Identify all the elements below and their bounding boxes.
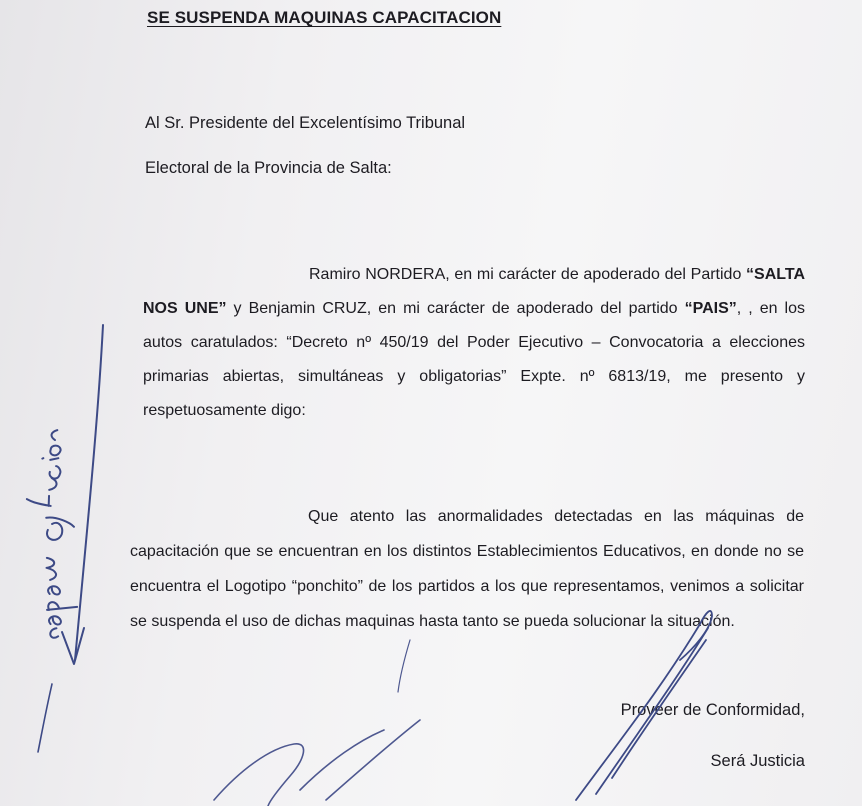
party-pais: “PAIS”: [684, 300, 737, 317]
para1-text-a: Ramiro NORDERA, en mi carácter de apoderado del Partido: [309, 266, 747, 283]
signature-scribble: [576, 611, 712, 800]
para1-text-b: y Benjamin CRUZ, en mi carácter de apoderado del partido: [226, 300, 685, 317]
para1-text-c: , , en los autos caratulados: “Decreto nº 450/19 del Poder Ejecutivo – Convocatoria a elecciones primarias abiertas, simultáneas y obligatorias” Expte. nº 6813/19, me presento y respetuosamente digo:: [143, 300, 805, 419]
closing-proveer: Proveer de Conformidad,: [620, 701, 805, 719]
address-line-1: Al Sr. Presidente del Excelentísimo Tribunal: [145, 114, 466, 132]
closing-sera-justicia: Será Justicia: [710, 752, 805, 770]
margin-arrow: [62, 628, 84, 664]
handwritten-margin-note: [22, 429, 83, 638]
address-line-2: Electoral de la Provincia de Salta:: [145, 159, 392, 177]
margin-tick-mark: [38, 684, 52, 752]
signature-bottom-left: [214, 640, 420, 806]
para2-text: Que atento las anormalidades detectadas en las máquinas de capacitación que se encuentran en los distintos Establecimientos Educativos, en donde no se encuentra el Logotipo “ponchito” de los partidos a los que representamos, venimos a solicitar se suspenda el uso de dichas maquinas hasta tanto se pueda solucionar la situación.: [130, 508, 804, 630]
document-title: SE SUSPENDA MAQUINAS CAPACITACION: [147, 8, 502, 27]
margin-vertical-line: [75, 325, 103, 660]
party-salta-nos-une: “SALTA NOS UNE”: [143, 266, 805, 317]
